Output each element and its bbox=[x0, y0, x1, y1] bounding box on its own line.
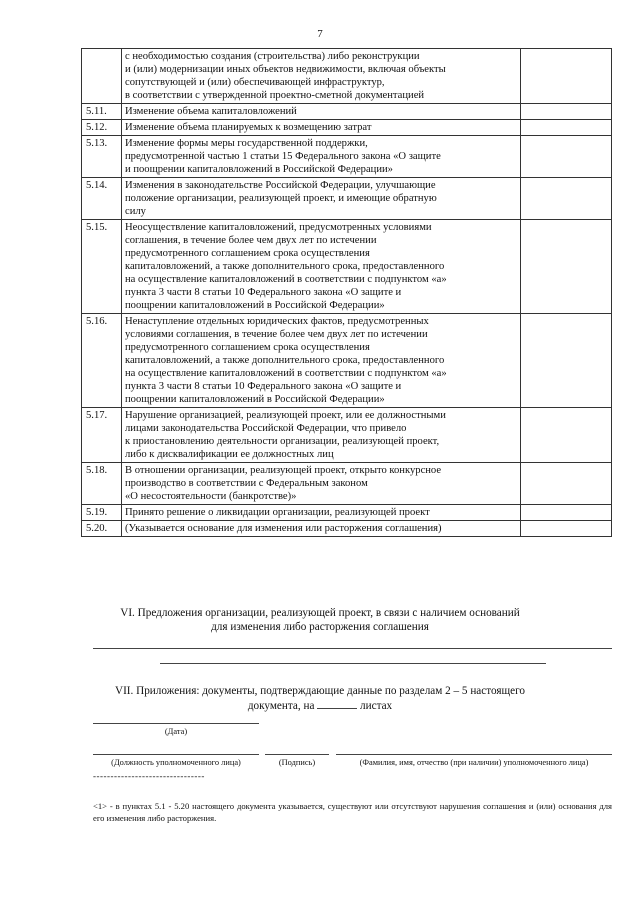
row-description: Принято решение о ликвидации организации, реализующей проект bbox=[122, 505, 521, 521]
signature-label: (Подпись) bbox=[278, 758, 316, 767]
footnote-separator: -------------------------------- bbox=[93, 771, 205, 781]
section-6-heading bbox=[0, 606, 640, 634]
row-status-cell[interactable] bbox=[521, 314, 612, 408]
position-line[interactable] bbox=[93, 754, 259, 755]
page-number: 7 bbox=[317, 28, 323, 40]
section-7-line-2-before: документа, на bbox=[247, 700, 315, 712]
row-status-cell[interactable] bbox=[521, 521, 612, 537]
section-7-line-2-after: листах bbox=[360, 700, 393, 712]
table-row bbox=[82, 120, 612, 136]
grounds-table bbox=[81, 48, 612, 537]
row-status-cell[interactable] bbox=[521, 49, 612, 104]
row-description: Изменение формы меры государственной поддержки, предусмотренной частью 1 статьи 15 Федерального закона «О защите и поощрении капиталовложений в Российской Федерации» bbox=[122, 136, 521, 178]
proposal-line-1[interactable] bbox=[93, 648, 612, 649]
full-name-line[interactable] bbox=[336, 754, 612, 755]
section-7-line-2 bbox=[0, 698, 640, 713]
position-label: (Должность уполномоченного лица) bbox=[111, 758, 241, 767]
table-row bbox=[82, 505, 612, 521]
table-row bbox=[82, 178, 612, 220]
row-number: 5.17. bbox=[82, 408, 122, 463]
row-status-cell[interactable] bbox=[521, 120, 612, 136]
row-number: 5.11. bbox=[82, 104, 122, 120]
date-line[interactable] bbox=[93, 723, 259, 724]
table-row bbox=[82, 136, 612, 178]
row-status-cell[interactable] bbox=[521, 463, 612, 505]
section-7-line-1: VII. Приложения: документы, подтверждающие данные по разделам 2 – 5 настоящего bbox=[114, 685, 525, 697]
row-status-cell[interactable] bbox=[521, 104, 612, 120]
proposal-line-2[interactable] bbox=[160, 663, 546, 664]
signature-line[interactable] bbox=[265, 754, 329, 755]
row-number: 5.13. bbox=[82, 136, 122, 178]
footnote: <1> - в пунктах 5.1 - 5.20 настоящего документа указывается, существуют или отсутствуют нарушения соглашения и (или) основания для его изменения либо расторжения. bbox=[93, 801, 612, 823]
row-description: Изменение объема планируемых к возмещению затрат bbox=[122, 120, 521, 136]
row-status-cell[interactable] bbox=[521, 408, 612, 463]
row-description: Изменение объема капиталовложений bbox=[122, 104, 521, 120]
row-status-cell[interactable] bbox=[521, 505, 612, 521]
row-number: 5.16. bbox=[82, 314, 122, 408]
sheets-count-blank[interactable] bbox=[317, 698, 357, 709]
section-6-line-1: VI. Предложения организации, реализующей проект, в связи с наличием оснований bbox=[120, 607, 520, 619]
row-number: 5.20. bbox=[82, 521, 122, 537]
table-row bbox=[82, 521, 612, 537]
row-number: 5.14. bbox=[82, 178, 122, 220]
table-row bbox=[82, 463, 612, 505]
row-description: В отношении организации, реализующей проект, открыто конкурсное производство в соответствии с Федеральным законом «О несостоятельности (банкротстве)» bbox=[122, 463, 521, 505]
row-number: 5.12. bbox=[82, 120, 122, 136]
row-status-cell[interactable] bbox=[521, 220, 612, 314]
table-row bbox=[82, 220, 612, 314]
row-number: 5.15. bbox=[82, 220, 122, 314]
table-row bbox=[82, 104, 612, 120]
row-status-cell[interactable] bbox=[521, 136, 612, 178]
section-7-heading bbox=[0, 684, 640, 713]
row-status-cell[interactable] bbox=[521, 178, 612, 220]
row-description: Неосуществление капиталовложений, предусмотренных условиями соглашения, в течение более чем двух лет по истечении предусмотренного соглашением срока осуществления капиталовложений, а также дополнительного срока, предоставленного на осуществление капиталовложений в соответствии с подпунктом «а» пункта 3 части 8 статьи 10 Федерального закона «О защите и поощрении капиталовложений в Российской Федерации» bbox=[122, 220, 521, 314]
date-label: (Дата) bbox=[164, 727, 188, 736]
row-number: 5.19. bbox=[82, 505, 122, 521]
row-description: (Указывается основание для изменения или расторжения соглашения) bbox=[122, 521, 521, 537]
row-description: Нарушение организацией, реализующей проект, или ее должностными лицами законодательства Российской Федерации, что привело к приостановлению деятельности организации, реализующей проект, либо к дисквалификации ее должностных лиц bbox=[122, 408, 521, 463]
table-row bbox=[82, 49, 612, 104]
table-row bbox=[82, 408, 612, 463]
row-number: 5.18. bbox=[82, 463, 122, 505]
row-description: Ненаступление отдельных юридических фактов, предусмотренных условиями соглашения, в течение более чем двух лет по истечении предусмотренного соглашением срока осуществления капиталовложений, а также дополнительного срока, предоставленного на осуществление капиталовложений в соответствии с подпунктом «а» пункта 3 части 8 статьи 10 Федерального закона «О защите и поощрении капиталовложений в Российской Федерации» bbox=[122, 314, 521, 408]
table-row bbox=[82, 314, 612, 408]
row-number bbox=[82, 49, 122, 104]
full-name-label: (Фамилия, имя, отчество (при наличии) уполномоченного лица) bbox=[359, 758, 589, 767]
row-description: с необходимостью создания (строительства) либо реконструкции и (или) модернизации иных объектов недвижимости, включая объекты сопутствующей и (или) обеспечивающей инфраструктур, в соответствии с утвержденной проектно-сметной документацией bbox=[122, 49, 521, 104]
section-6-line-2: для изменения либо расторжения соглашения bbox=[211, 621, 429, 633]
row-description: Изменения в законодательстве Российской Федерации, улучшающие положение организации, реализующей проект, и имеющие обратную силу bbox=[122, 178, 521, 220]
grounds-table-body bbox=[82, 49, 612, 537]
